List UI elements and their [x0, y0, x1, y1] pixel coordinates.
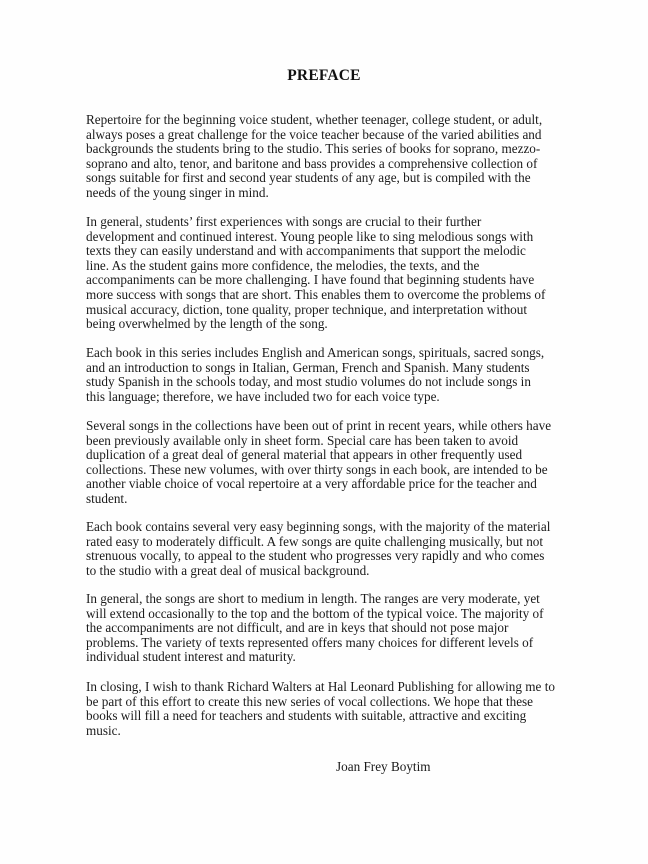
text-line: musical accuracy, diction, tone quality, proper technique, and interpretation without [86, 301, 528, 317]
text-line: being overwhelmed by the length of the song. [86, 316, 328, 332]
text-line: accompaniments can be more challenging. I have found that beginning students have [86, 272, 535, 288]
paragraph-intro [86, 113, 556, 201]
paragraph-closing [86, 680, 556, 738]
text-line: songs suitable for first and second year students of any age, but is compiled with the [86, 170, 531, 186]
text-line: needs of the young singer in mind. [86, 184, 269, 200]
text-line: Each book contains several very easy beginning songs, with the majority of the material [86, 519, 551, 534]
text-line: to the studio with a great deal of musical background. [86, 562, 370, 578]
text-line: Each book in this series includes English and American songs, spirituals, sacred songs, [86, 345, 545, 360]
paragraph-first-experiences [86, 215, 556, 332]
text-line: Repertoire for the beginning voice student, whether teenager, college student, or adult, [86, 112, 543, 127]
text-line: In general, students’ first experiences with songs are crucial to their further [86, 214, 482, 229]
text-line: another viable choice of vocal repertoire at a very affordable price for the teacher and [86, 476, 537, 492]
text-line: development and continued interest. Young people like to sing melodious songs with [86, 228, 534, 244]
text-line: always poses a great challenge for the voice teacher because of the varied abilities and [86, 126, 542, 142]
text-line: strenuous vocally, to appeal to the student who progresses very rapidly and who comes [86, 548, 545, 564]
text-line: texts they can easily understand and with accompaniments that support the melodic [86, 243, 526, 259]
text-line: student. [86, 490, 128, 506]
text-line: more success with songs that are short. This enables them to overcome the problems of [86, 286, 546, 302]
text-line: the accompaniments are not difficult, and are in keys that should not pose major [86, 620, 509, 636]
text-line: backgrounds the students bring to the studio. This series of books for soprano, mezzo- [86, 141, 541, 157]
text-line: music. [86, 722, 121, 738]
text-line: this language; therefore, we have included two for each voice type. [86, 388, 440, 404]
text-line: books will fill a need for teachers and students with suitable, attractive and exciting [86, 708, 527, 724]
author-signature: Joan Frey Boytim [336, 759, 431, 774]
paragraph-difficulty [86, 520, 556, 578]
text-line: Several songs in the collections have been out of print in recent years, while others have [86, 418, 552, 433]
text-line: line. As the student gains more confidence, the melodies, the texts, and the [86, 257, 480, 273]
text-line: been previously available only in sheet form. Special care has been taken to avoid [86, 432, 519, 448]
text-line: In closing, I wish to thank Richard Walters at Hal Leonard Publishing for allowing me to [86, 679, 555, 694]
text-line: study Spanish in the schools today, and most studio volumes do not include songs in [86, 374, 531, 390]
paragraph-length-ranges [86, 592, 556, 665]
text-line: and an introduction to songs in Italian, German, French and Spanish. Many students [86, 359, 530, 375]
text-line: will extend occasionally to the top and the bottom of the typical voice. The majority of [86, 605, 544, 621]
paragraph-out-of-print [86, 419, 556, 507]
paragraph-languages [86, 346, 556, 404]
text-line: duplication of a great deal of general material that appears in other frequently used [86, 447, 523, 463]
text-line: collections. These new volumes, with over thirty songs in each book, are intended to be [86, 461, 548, 477]
text-line: rated easy to moderately difficult. A few songs are quite challenging musically, but not [86, 533, 544, 549]
text-line: individual student interest and maturity. [86, 649, 296, 665]
text-line: problems. The variety of texts represented offers many choices for different levels of [86, 634, 534, 650]
page-title: PREFACE [287, 67, 361, 84]
text-line: soprano and alto, tenor, and baritone and bass provides a comprehensive collection of [86, 155, 538, 171]
text-line: In general, the songs are short to medium in length. The ranges are very moderate, yet [86, 591, 540, 606]
text-line: be part of this effort to create this new series of vocal collections. We hope that these [86, 693, 534, 709]
